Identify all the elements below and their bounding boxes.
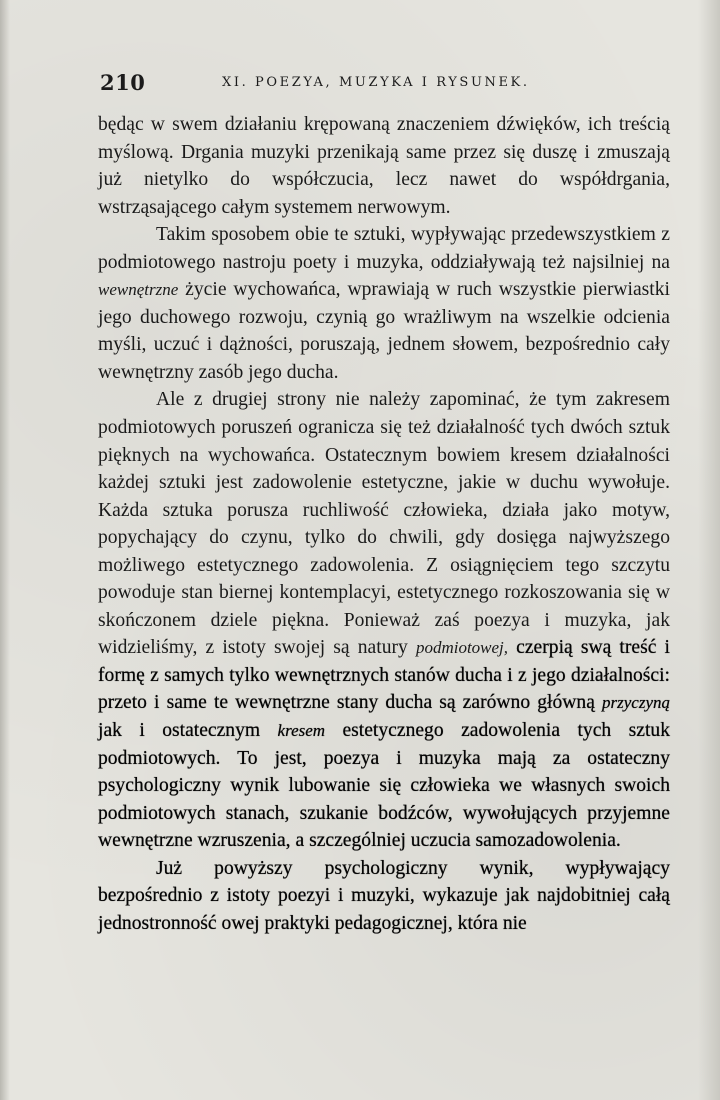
body-text — [98, 111, 670, 937]
paragraph — [98, 221, 670, 386]
page-number: 210 — [100, 70, 146, 95]
paragraph-text: życie wychowańca, wprawiają w ruch wszystkie pierwiastki jego duchowego rozwoju, czynią go wrażliwym na wszelkie odcienia myśli, uczuć i dążności, poruszają, jednem słowem, bezpośrednio cały wewnętrzny zasób jego ducha. — [98, 279, 670, 383]
page-edge-shadow-right — [698, 0, 720, 1100]
paragraph-text: czerpią swą treść i formę z samych tylko wewnętrznych stanów ducha i z jego działalności: przeto i same te wewnętrzne stany ducha są zarówno główną — [98, 637, 670, 714]
paragraph — [98, 855, 670, 938]
paragraph-text: Już powyższy psychologiczny wynik, wypływający bezpośrednio z istoty poezyi i muzyki, wykazuje jak najdobitniej całą jednostronność owej praktyki pedagogicznej, która nie — [98, 857, 670, 934]
emphasized-word: kresem — [277, 721, 326, 741]
emphasized-word: przyczyną — [602, 693, 670, 713]
paragraph — [98, 386, 670, 854]
paragraph-text: będąc w swem działaniu krępowaną znaczeniem dźwięków, ich treścią myślową. Drgania muzyki przenikają same przez się duszę i zmuszają już nietylko do współczucia, lecz nawet do współdrgania, wstrząsającego całym systemem nerwowym. — [98, 114, 670, 218]
page-edge-shadow-left — [0, 0, 10, 1100]
emphasized-word: wewnętrzne — [98, 280, 179, 300]
page-header — [100, 70, 680, 100]
running-head: XI. POEZYA, MUZYKA I RYSUNEK. — [222, 75, 530, 90]
paragraph-text: Takim sposobem obie te sztuki, wypływając przedewszystkiem z podmiotowego nastroju poety i muzyka, oddziaływają też najsilniej na — [98, 224, 670, 273]
paragraph-text: jak i ostatecznym — [98, 720, 278, 742]
paragraph-continued — [98, 111, 670, 221]
emphasized-word: podmiotowej, — [415, 638, 509, 658]
paragraph-text: estetycznego zadowolenia tych sztuk podmiotowych. To jest, poezya i muzyka mają za ostateczny psychologiczny wynik lubowanie się człowieka we własnych swoich podmiotowych stanach, szukanie bodźców, wywołujących przyjemne wewnętrzne wzruszenia, a szczególniej uczucia samozadowolenia. — [98, 720, 670, 852]
paragraph-text: Ale z drugiej strony nie należy zapominać, że tym zakresem podmiotowych poruszeń ogranicza się też działalność tych dwóch sztuk pięknych na wychowańca. Ostatecznym bowiem kresem działalności każdej sztuki jest zadowolenie estetyczne, jakie w duchu wywołuje. Każda sztuka porusza ruchliwość człowieka, działa jako motyw, popychający do czynu, tylko do chwili, gdy dosięga najwyższego możliwego estetycznego zadowolenia. Z osiągnięciem tego szczytu powoduje stan biernej kontemplacyi, estetycznego rozkoszowania się w skończonem dziele piękna. Ponieważ zaś poezya i muzyka, jak widzieliśmy, z istoty swojej są natury — [98, 389, 670, 659]
